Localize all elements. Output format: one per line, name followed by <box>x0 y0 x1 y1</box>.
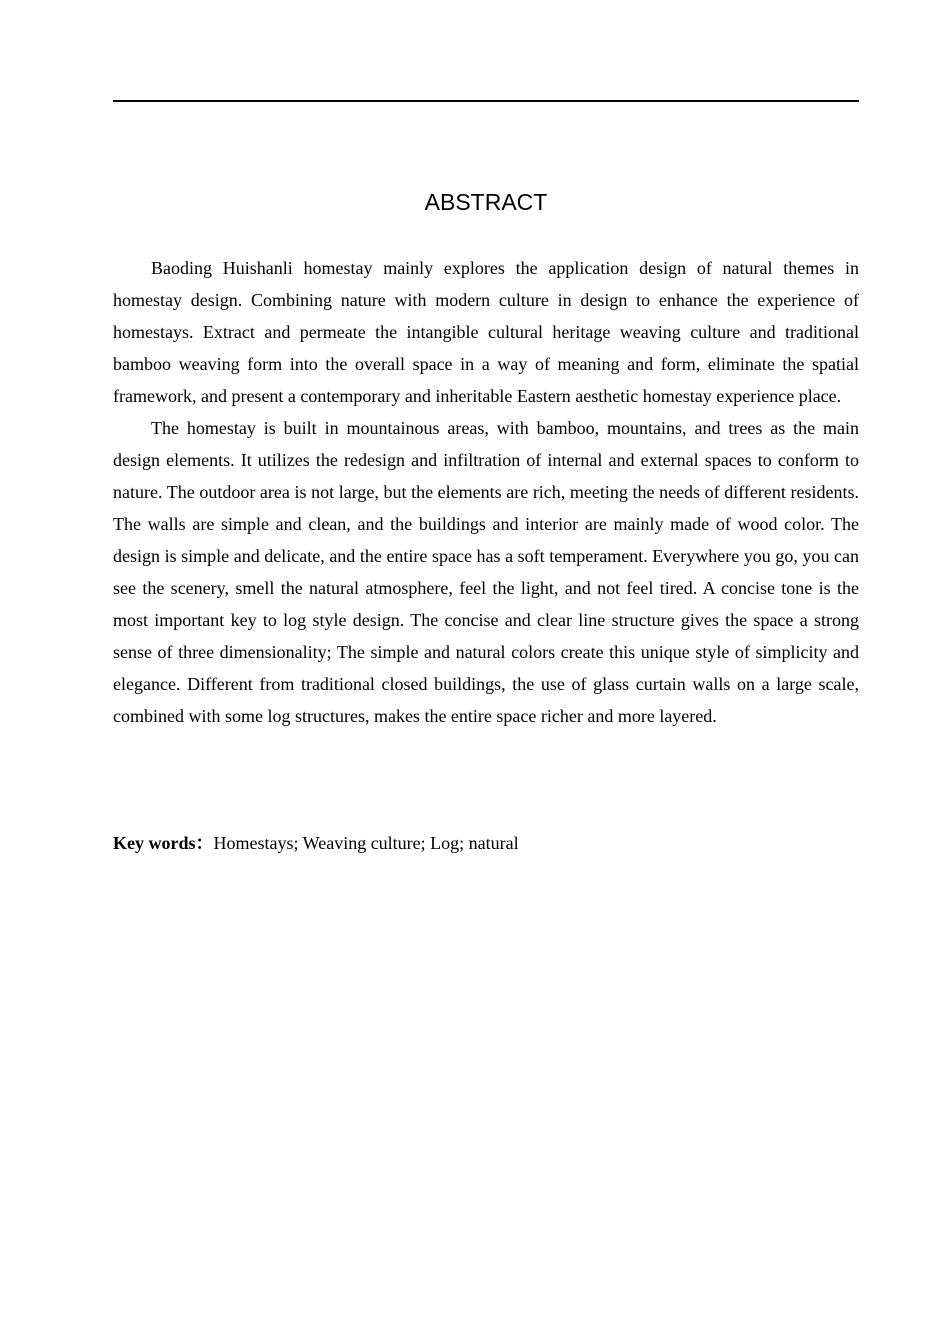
abstract-body <box>113 252 859 732</box>
abstract-paragraph-2: The homestay is built in mountainous areas, with bamboo, mountains, and trees as the main design elements. It utilizes the redesign and infiltration of internal and external spaces to conform to nature. The outdoor area is not large, but the elements are rich, meeting the needs of different residents. The walls are simple and clean, and the buildings and interior are mainly made of wood color. The design is simple and delicate, and the entire space has a soft temperament. Everywhere you go, you can see the scenery, smell the natural atmosphere, feel the light, and not feel tired. A concise tone is the most important key to log style design. The concise and clear line structure gives the space a strong sense of three dimensionality; The simple and natural colors create this unique style of simplicity and elegance. Different from traditional closed buildings, the use of glass curtain walls on a large scale, combined with some log structures, makes the entire space richer and more layered. <box>113 418 859 726</box>
abstract-title: ABSTRACT <box>424 189 548 215</box>
keywords-value: Homestays; Weaving culture; Log; natural <box>213 833 519 853</box>
keywords-label: Key words： <box>113 833 214 853</box>
keywords-line <box>113 827 859 859</box>
header-rule <box>113 100 859 102</box>
abstract-paragraph-1: Baoding Huishanli homestay mainly explores the application design of natural themes in homestay design. Combining nature with modern culture in design to enhance the experience of homestays. Extract and permeate the intangible cultural heritage weaving culture and traditional bamboo weaving form into the overall space in a way of meaning and form, eliminate the spatial framework, and present a contemporary and inheritable Eastern aesthetic homestay experience place. <box>113 258 859 406</box>
